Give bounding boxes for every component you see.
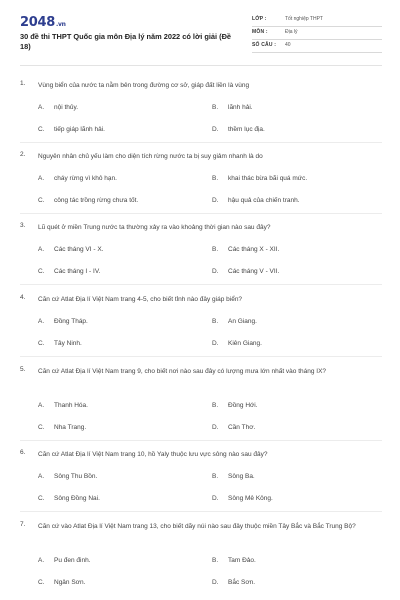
option-text: Kiên Giang.: [228, 340, 262, 347]
option-text: tiếp giáp lãnh hải.: [54, 126, 105, 133]
option-b[interactable]: [212, 175, 307, 182]
option-c[interactable]: [38, 495, 100, 502]
option-text: Ngân Sơn.: [54, 579, 86, 586]
question-block: [20, 80, 382, 150]
option-c[interactable]: [38, 268, 100, 275]
question-divider: [20, 284, 382, 285]
option-letter: D.: [212, 268, 219, 275]
option-letter: C.: [38, 424, 45, 431]
question-text: Căn cứ Atlat Địa lí Việt Nam trang 10, hồ Yaly thuộc lưu vực sông nào sau đây?: [38, 451, 268, 458]
option-d[interactable]: [212, 126, 265, 133]
option-letter: B.: [212, 104, 219, 111]
option-letter: A.: [38, 557, 45, 564]
option-letter: A.: [38, 175, 45, 182]
option-letter: B.: [212, 402, 219, 409]
option-b[interactable]: [212, 318, 257, 325]
logo-domain: .vn: [55, 21, 66, 28]
option-text: Các tháng VI - X.: [54, 246, 104, 253]
document-header: [0, 0, 400, 62]
option-letter: C.: [38, 495, 45, 502]
option-text: Đồng Tháp.: [54, 318, 88, 325]
option-text: Sông Ba.: [228, 473, 255, 480]
meta-row-question-count: [252, 40, 382, 53]
meta-value: 40: [285, 42, 291, 48]
option-letter: B.: [212, 557, 219, 564]
question-text: Lũ quét ở miền Trung nước ta thường xảy ra vào khoảng thời gian nào sau đây?: [38, 224, 271, 231]
question-number: 6.: [20, 449, 26, 456]
option-c[interactable]: [38, 126, 105, 133]
option-d[interactable]: [212, 268, 279, 275]
option-letter: B.: [212, 175, 219, 182]
question-number: 2.: [20, 151, 26, 158]
document-meta: [252, 14, 382, 53]
option-text: Pu đen đinh.: [54, 557, 91, 564]
meta-value: Địa lý: [285, 29, 298, 35]
document-title: 30 đề thi THPT Quốc gia môn Địa lý năm 2022 có lời giải (Đề 18): [20, 32, 232, 51]
option-text: An Giang.: [228, 318, 257, 325]
meta-key: MÔN :: [252, 29, 268, 35]
meta-key: SỐ CÂU :: [252, 42, 277, 48]
option-text: Đồng Hới.: [228, 402, 258, 409]
option-text: Sông Mê Kông.: [228, 495, 273, 502]
option-text: lãnh hải.: [228, 104, 253, 111]
option-text: thềm lục địa.: [228, 126, 265, 133]
question-block: [20, 222, 382, 292]
option-c[interactable]: [38, 424, 86, 431]
option-text: Sông Đồng Nai.: [54, 495, 100, 502]
meta-key: LỚP :: [252, 16, 267, 22]
option-letter: D.: [212, 495, 219, 502]
option-letter: A.: [38, 246, 45, 253]
question-block: [20, 366, 382, 448]
question-text: Căn cứ Atlat Địa lí Việt Nam trang 9, cho biết nơi nào sau đây có lượng mưa lớn nhất vào tháng IX?: [38, 368, 327, 375]
option-letter: D.: [212, 579, 219, 586]
option-text: Tam Đảo.: [228, 557, 256, 564]
option-a[interactable]: [38, 318, 88, 325]
option-b[interactable]: [212, 104, 253, 111]
question-text: Nguyên nhân chủ yếu làm cho diện tích rừng nước ta bị suy giảm nhanh là do: [38, 153, 263, 160]
question-block: [20, 294, 382, 364]
option-a[interactable]: [38, 246, 104, 253]
question-number: 4.: [20, 294, 26, 301]
option-letter: D.: [212, 424, 219, 431]
option-text: cháy rừng vì khô hạn.: [54, 175, 117, 182]
option-text: Sông Thu Bồn.: [54, 473, 98, 480]
option-letter: A.: [38, 402, 45, 409]
option-letter: B.: [212, 473, 219, 480]
option-letter: C.: [38, 126, 45, 133]
option-letter: A.: [38, 104, 45, 111]
option-d[interactable]: [212, 424, 255, 431]
option-a[interactable]: [38, 557, 91, 564]
option-a[interactable]: [38, 175, 117, 182]
option-text: Bắc Sơn.: [228, 579, 256, 586]
option-text: Các tháng I - IV.: [54, 268, 101, 275]
header-divider: [20, 65, 382, 66]
question-divider: [20, 511, 382, 512]
option-a[interactable]: [38, 104, 78, 111]
meta-row-subject: [252, 27, 382, 40]
option-d[interactable]: [212, 340, 262, 347]
question-text: Căn cứ Atlat Địa lí Việt Nam trang 4-5, cho biết tỉnh nào đây giáp biển?: [38, 296, 243, 303]
option-text: hậu quả của chiến tranh.: [228, 197, 300, 204]
option-d[interactable]: [212, 495, 273, 502]
option-c[interactable]: [38, 197, 138, 204]
option-letter: D.: [212, 340, 219, 347]
logo-text: 2048: [20, 15, 55, 30]
option-text: Thanh Hóa.: [54, 402, 88, 409]
meta-value: Tốt nghiệp THPT: [285, 16, 323, 22]
option-letter: B.: [212, 318, 219, 325]
question-divider: [20, 213, 382, 214]
option-letter: D.: [212, 126, 219, 133]
option-text: Tây Ninh.: [54, 340, 82, 347]
option-letter: C.: [38, 579, 45, 586]
site-logo[interactable]: [20, 15, 66, 30]
option-d[interactable]: [212, 197, 300, 204]
option-b[interactable]: [212, 473, 255, 480]
question-block: [20, 449, 382, 519]
option-letter: A.: [38, 318, 45, 325]
option-b[interactable]: [212, 402, 258, 409]
question-number: 7.: [20, 521, 26, 528]
option-text: Các tháng V - VII.: [228, 268, 280, 275]
option-text: nội thủy.: [54, 104, 79, 111]
option-text: Nha Trang.: [54, 424, 87, 431]
option-b[interactable]: [212, 557, 256, 564]
option-text: Các tháng X - XII.: [228, 246, 280, 253]
question-divider: [20, 440, 382, 441]
question-block: [20, 521, 382, 599]
option-text: Cần Thơ.: [228, 424, 256, 431]
option-b[interactable]: [212, 246, 279, 253]
option-letter: C.: [38, 197, 45, 204]
option-letter: C.: [38, 340, 45, 347]
option-a[interactable]: [38, 402, 88, 409]
question-number: 1.: [20, 80, 26, 87]
meta-row-class: [252, 14, 382, 27]
question-divider: [20, 142, 382, 143]
option-letter: D.: [212, 197, 219, 204]
question-divider: [20, 356, 382, 357]
option-letter: A.: [38, 473, 45, 480]
option-text: khai thác bừa bãi quá mức.: [228, 175, 308, 182]
option-letter: C.: [38, 268, 45, 275]
option-a[interactable]: [38, 473, 97, 480]
option-c[interactable]: [38, 340, 82, 347]
question-number: 3.: [20, 222, 26, 229]
question-text: Vùng biển của nước ta nằm bên trong đường cơ sở, giáp đất liền là vùng: [38, 82, 250, 89]
option-c[interactable]: [38, 579, 85, 586]
question-text: Căn cứ vào Atlat Địa lí Việt Nam trang 13, cho biết dãy núi nào sau đây thuộc miền Tây Bắc và Bắc Trung Bộ?: [38, 523, 356, 530]
question-block: [20, 151, 382, 221]
option-text: công tác trồng rừng chưa tốt.: [54, 197, 139, 204]
option-letter: B.: [212, 246, 219, 253]
option-d[interactable]: [212, 579, 255, 586]
question-number: 5.: [20, 366, 26, 373]
